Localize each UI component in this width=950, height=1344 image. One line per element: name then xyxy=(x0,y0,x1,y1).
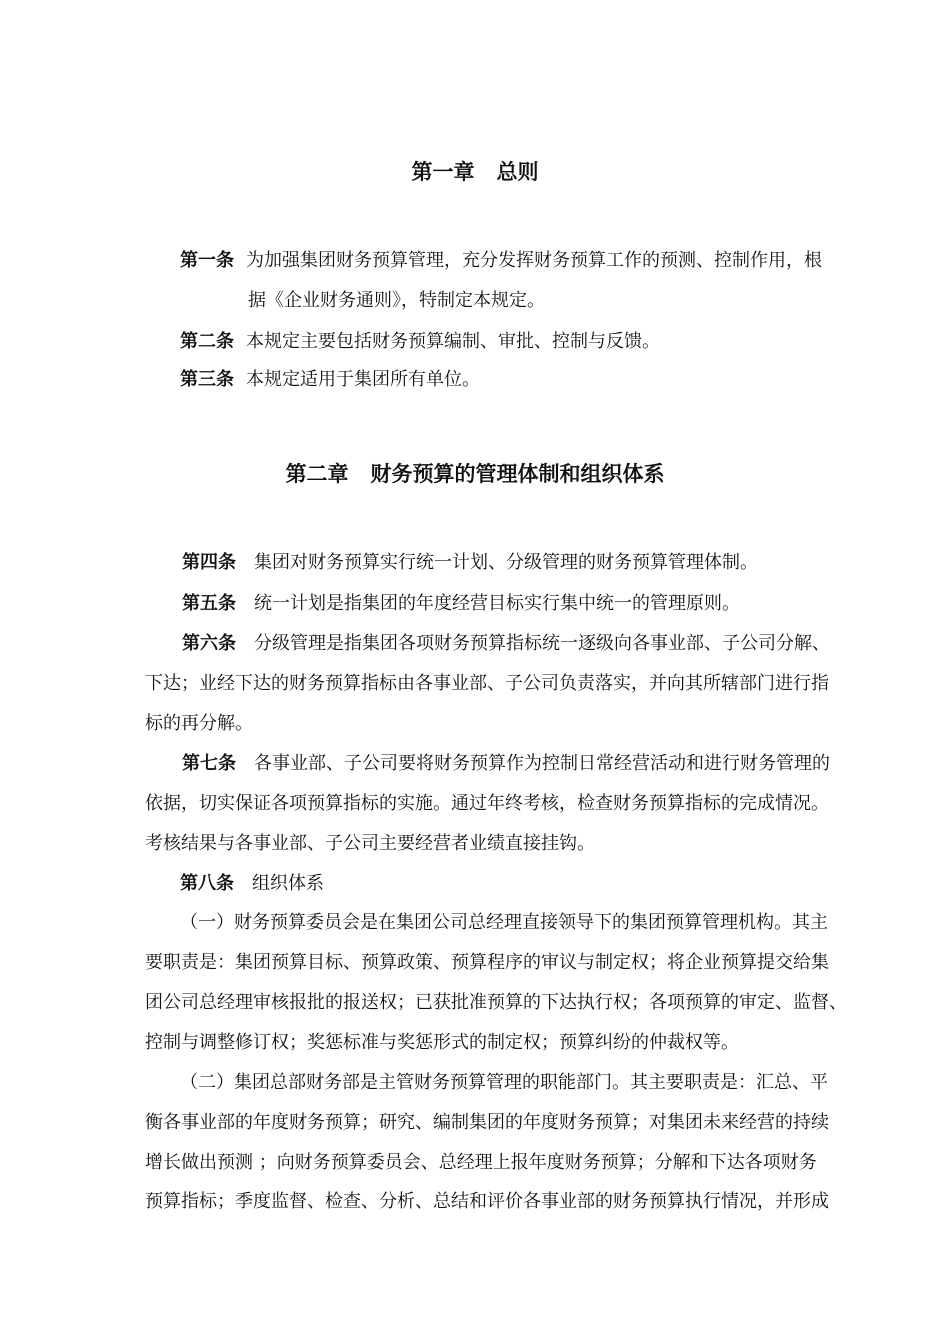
article-2 xyxy=(180,330,660,354)
article-1-text-1: 为加强集团财务预算管理，充分发挥财务预算工作的预测、控制作用，根 xyxy=(246,250,822,271)
article-8-para-1-text-2: 要职责是：集团预算目标、预算政策、预算程序的审议与制定权；将企业预算提交给集 xyxy=(145,952,829,973)
article-6-label: 第六条 xyxy=(182,633,236,654)
article-2-label: 第二条 xyxy=(180,331,234,352)
article-8-para-2-text-1: （二）集团总部财务部是主管财务预算管理的职能部门。其主要职责是：汇总、平 xyxy=(180,1072,828,1093)
article-8-para-2-line-3 xyxy=(145,1151,817,1175)
article-4-text: 集团对财务预算实行统一计划、分级管理的财务预算管理体制。 xyxy=(254,552,758,573)
chapter-2-number: 第二章 xyxy=(285,461,349,486)
article-5 xyxy=(182,592,740,616)
article-8-para-2-text-3: 增长做出预测 ；向财务预算委员会、总经理上报年度财务预算；分解和下达各项财务 xyxy=(145,1152,817,1173)
article-5-label: 第五条 xyxy=(182,593,236,614)
article-8-label: 第八条 xyxy=(180,873,234,894)
article-8-para-1-line-2 xyxy=(145,951,829,975)
article-1-text-2: 据《企业财务通则》，特制定本规定。 xyxy=(248,290,545,311)
article-8-para-1-text-1: （一）财务预算委员会是在集团公司总经理直接领导下的集团预算管理机构。其主 xyxy=(180,912,828,933)
article-7-line-1 xyxy=(182,752,830,776)
article-3-label: 第三条 xyxy=(180,369,234,390)
chapter-1-heading xyxy=(0,158,950,186)
article-3-text: 本规定适用于集团所有单位。 xyxy=(246,369,480,390)
article-6-line-2 xyxy=(145,672,829,696)
chapter-2-title: 财务预算的管理体制和组织体系 xyxy=(370,461,665,486)
article-6-text-1: 分级管理是指集团各项财务预算指标统一逐级向各事业部、子公司分解、 xyxy=(254,633,830,654)
article-4-label: 第四条 xyxy=(182,552,236,573)
article-7-text-1: 各事业部、子公司要将财务预算作为控制日常经营活动和进行财务管理的 xyxy=(254,753,830,774)
article-7-text-2: 依据，切实保证各项预算指标的实施。通过年终考核，检查财务预算指标的完成情况。 xyxy=(145,793,829,814)
article-5-text: 统一计划是指集团的年度经营目标实行集中统一的管理原则。 xyxy=(254,593,740,614)
article-1-line-2 xyxy=(248,289,545,313)
article-8-para-1-text-4: 控制与调整修订权；奖惩标准与奖惩形式的制定权；预算纠纷的仲裁权等。 xyxy=(145,1032,739,1053)
article-8-para-2-line-2 xyxy=(145,1111,829,1135)
article-6-text-3: 标的再分解。 xyxy=(145,713,253,734)
article-8-para-1-line-1 xyxy=(180,911,828,935)
article-8-heading xyxy=(180,872,324,896)
article-6-text-2: 下达；业经下达的财务预算指标由各事业部、子公司负责落实，并向其所辖部门进行指 xyxy=(145,673,829,694)
article-8-para-2-text-4: 预算指标；季度监督、检查、分析、总结和评价各事业部的财务预算执行情况，并形成 xyxy=(145,1191,829,1212)
article-8-para-2-text-2: 衡各事业部的年度财务预算；研究、编制集团的年度财务预算；对集团未来经营的持续 xyxy=(145,1112,829,1133)
article-7-line-3 xyxy=(145,832,595,856)
article-8-para-1-line-3 xyxy=(145,991,847,1015)
article-3 xyxy=(180,368,480,392)
article-6-line-3 xyxy=(145,712,253,736)
article-4 xyxy=(182,551,758,575)
article-6-line-1 xyxy=(182,632,830,656)
chapter-2-heading xyxy=(0,460,950,488)
article-7-text-3: 考核结果与各事业部、子公司主要经营者业绩直接挂钩。 xyxy=(145,833,595,854)
article-8-text: 组织体系 xyxy=(252,873,324,894)
article-7-label: 第七条 xyxy=(182,753,236,774)
chapter-1-title: 总则 xyxy=(496,159,539,184)
article-1-label: 第一条 xyxy=(180,250,234,271)
article-8-para-1-line-4 xyxy=(145,1031,739,1055)
article-8-para-2-line-1 xyxy=(180,1071,828,1095)
article-7-line-2 xyxy=(145,792,829,816)
article-8-para-1-text-3: 团公司总经理审核报批的报送权；已获批准预算的下达执行权；各项预算的审定、监督、 xyxy=(145,992,847,1013)
chapter-1-number: 第一章 xyxy=(411,159,475,184)
article-2-text: 本规定主要包括财务预算编制、审批、控制与反馈。 xyxy=(246,331,660,352)
article-8-para-2-line-4 xyxy=(145,1190,829,1214)
article-1-line-1 xyxy=(180,249,822,273)
